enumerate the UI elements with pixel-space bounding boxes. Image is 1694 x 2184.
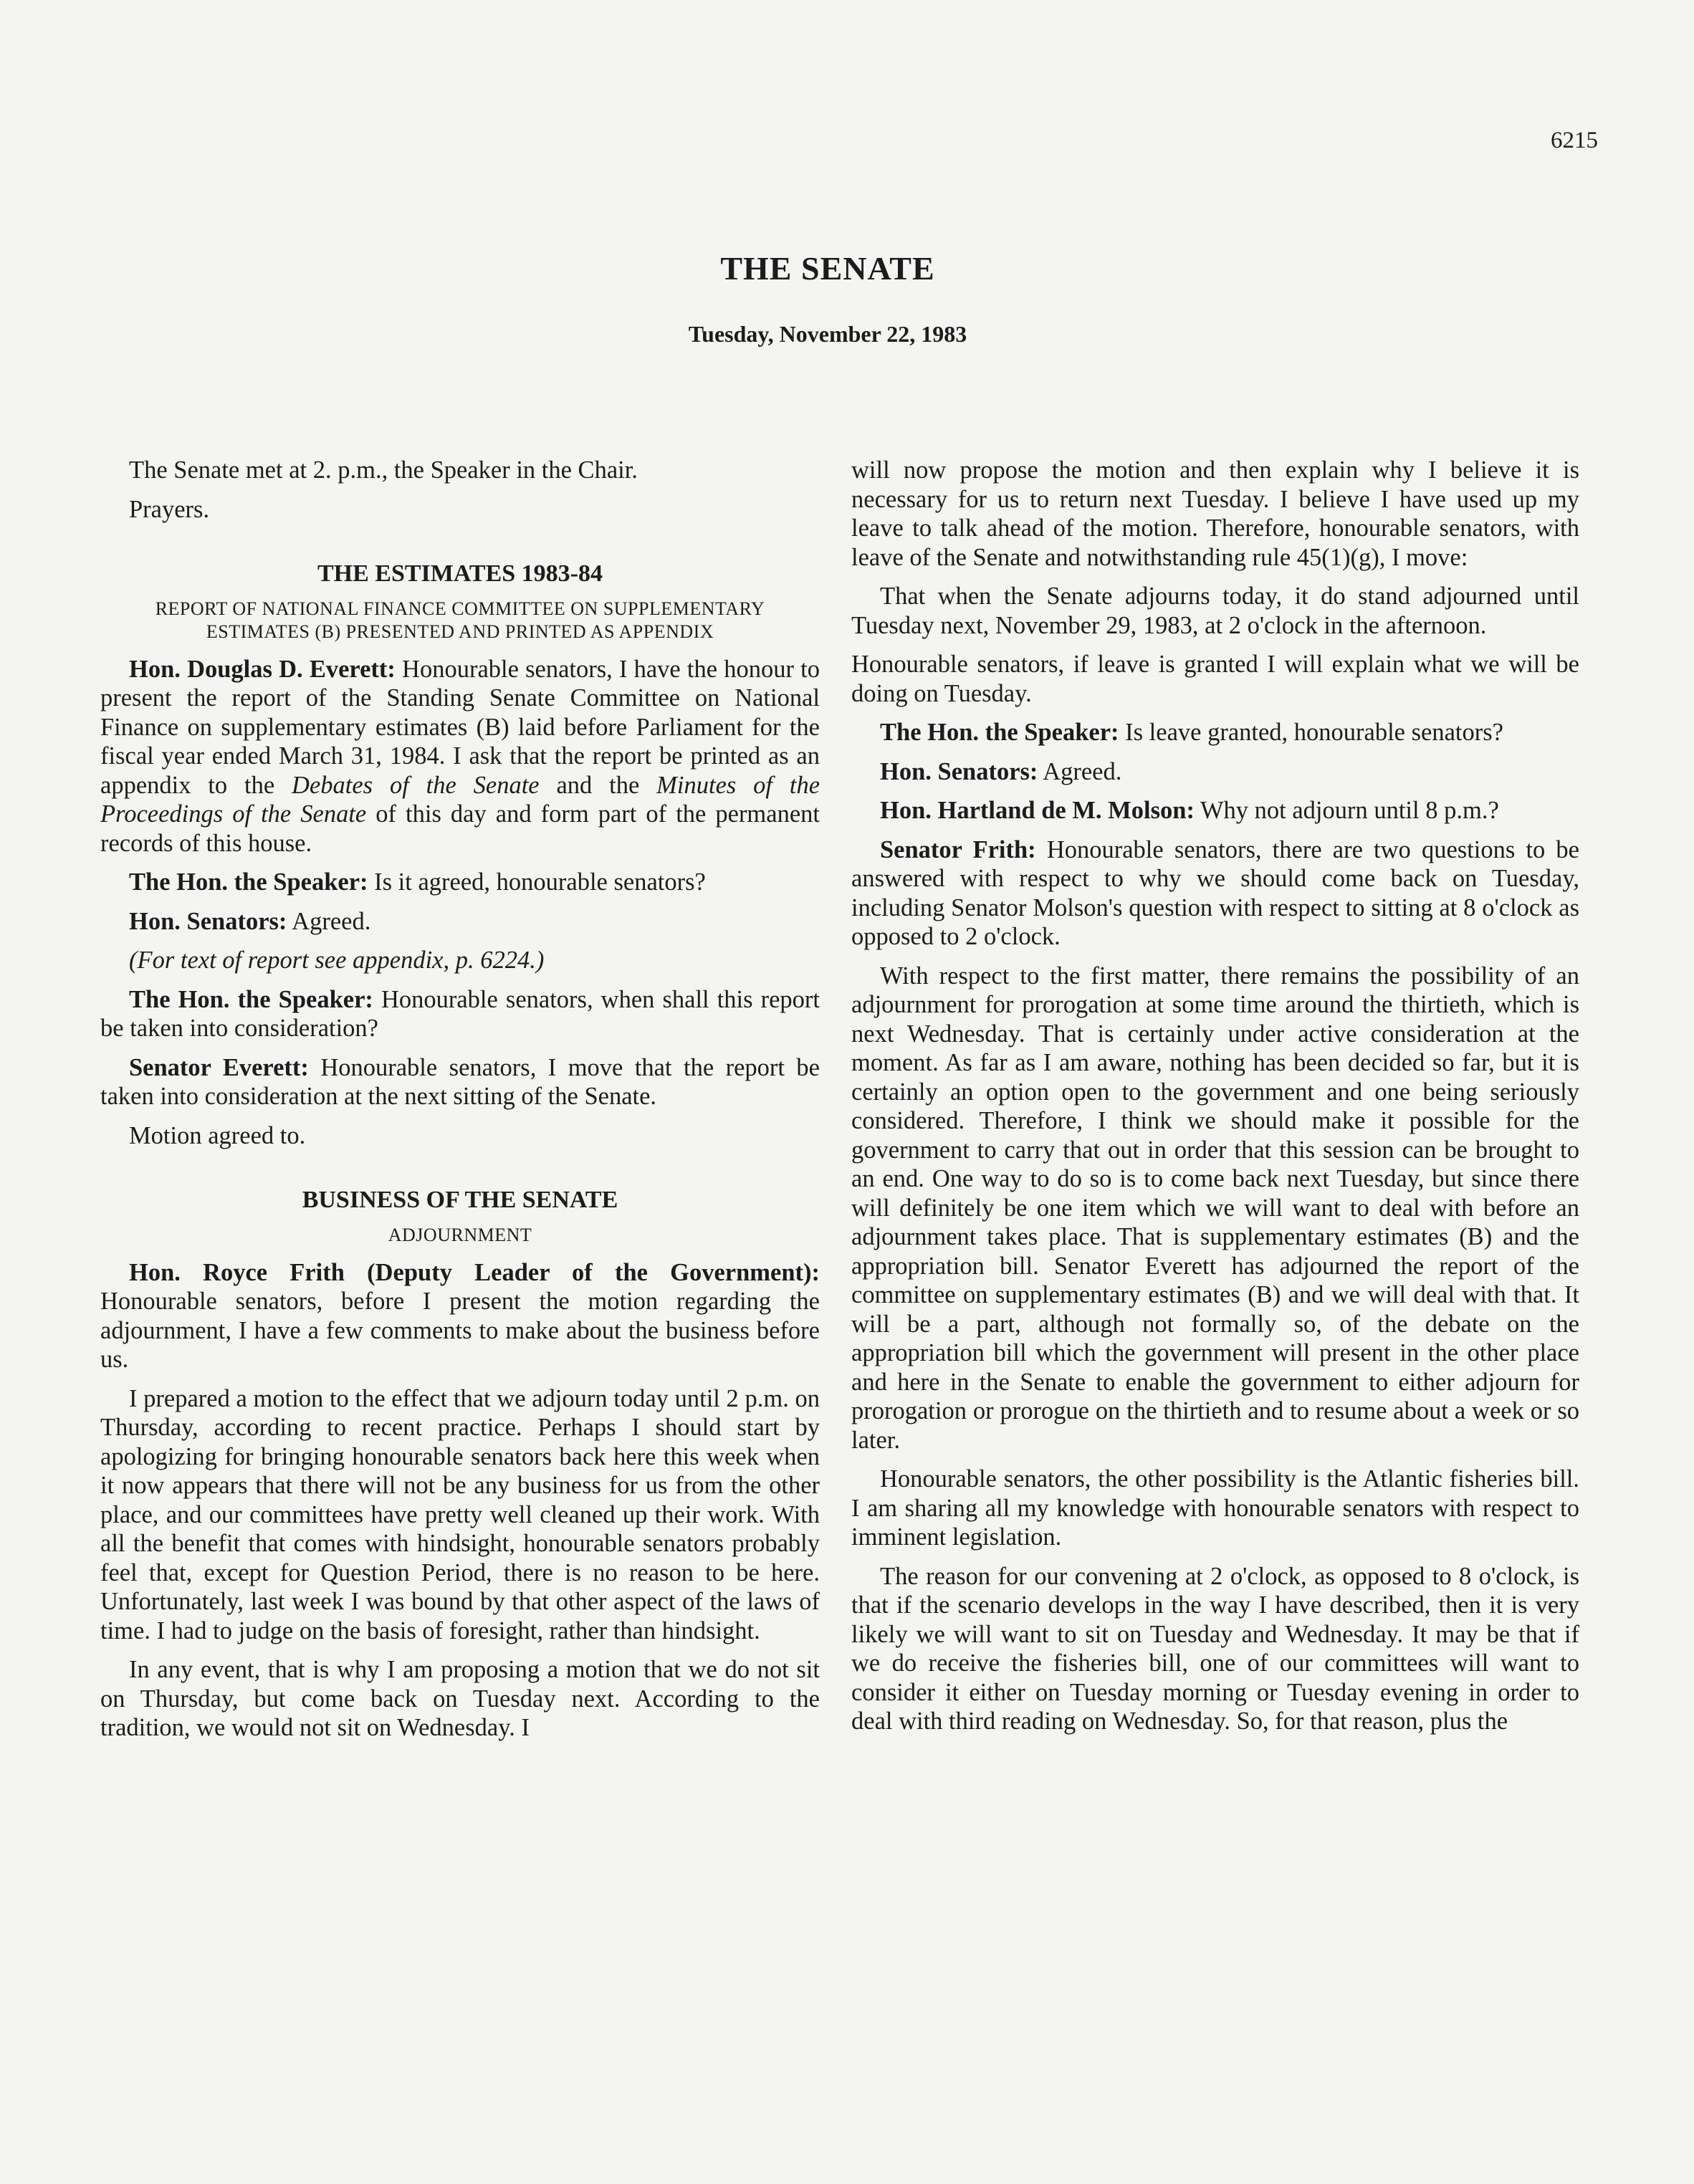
everett-motion-paragraph bbox=[100, 1053, 820, 1111]
body-paragraph: With respect to the first matter, there remains the possibility of an adjournment for prorogation at some time around the thirtieth, which is next Wednesday. That is certainly under active consideration at the moment. As far as I am aware, nothing has been decided so far, but it is certainly an option open to the government and one being seriously considered. Therefore, I think we should make it possible for the government to carry that out in order that this session can be brought to an end. One way to do so is to come back next Tuesday, but since there will definitely be one item which we will want to deal with before an adjournment takes place. That is supplementary estimates (B) and the appropriation bill. Senator Everett has adjourned the report of the committee on supplementary estimates (B) and we will deal with that. It will be a part, although not formally so, of the debate on the appropriation bill which the government will present in the other place and here in the Senate to enable the government to either adjourn for prorogation or prorogue on the thirtieth and to resume about a week or so later. bbox=[851, 962, 1579, 1454]
speech-text: Why not adjourn until 8 p.m.? bbox=[1194, 797, 1499, 824]
speaker-name: Hon. Royce Frith (Deputy Leader of the Government): bbox=[129, 1258, 820, 1286]
speech-text: of this day and form part of the permanent records of this house. bbox=[100, 800, 820, 857]
subheading-adjournment: ADJOURNMENT bbox=[388, 1224, 532, 1245]
italic-title: Minutes of the Proceedings of the Senate bbox=[100, 771, 820, 828]
left-column bbox=[100, 456, 820, 1753]
speech-text: Honourable senators, before I present the motion regarding the adjournment, I have a few comments to make about the business before us. bbox=[100, 1288, 820, 1373]
senators-paragraph bbox=[851, 757, 1579, 787]
motion-agreed: Motion agreed to. bbox=[129, 1121, 306, 1149]
speech-text: Is leave granted, honourable senators? bbox=[1119, 719, 1503, 746]
sitting-date: Tuesday, November 22, 1983 bbox=[688, 321, 967, 347]
speaker-name: Senator Everett: bbox=[129, 1053, 309, 1081]
motion-quote: That when the Senate adjourns today, it do stand adjourned until Tuesday next, November 29, 1983, at 2 o'clock in the afternoon. bbox=[851, 583, 1579, 639]
speech-text: Honourable senators, there are two questions to be answered with respect to why we should come back on Tuesday, including Senator Molson's question with respect to sitting at 8 o'clock as opposed to 2 o'clock. bbox=[851, 835, 1579, 950]
speech-text: Agreed. bbox=[287, 907, 371, 935]
body-paragraph: will now propose the motion and then explain why I believe it is necessary for us to return next Tuesday. I believe I have used up my leave to talk ahead of the motion. Therefore, honourable senators, with leave of the Senate and notwithstanding rule 45(1)(g), I move: bbox=[851, 456, 1579, 571]
appendix-note: (For text of report see appendix, p. 6224.) bbox=[129, 947, 545, 974]
molson-paragraph bbox=[851, 796, 1579, 825]
speaker-name: The Hon. the Speaker: bbox=[880, 719, 1119, 746]
body-paragraph: Honourable senators, if leave is granted I will explain what we will be doing on Tuesday. bbox=[851, 651, 1579, 707]
speaker-name: Hon. Senators: bbox=[129, 907, 287, 935]
everett-paragraph bbox=[100, 655, 820, 858]
speaker-paragraph bbox=[100, 985, 820, 1043]
speaker-name: Hon. Douglas D. Everett: bbox=[129, 655, 396, 683]
page-number: 6215 bbox=[1551, 128, 1598, 153]
frith-paragraph bbox=[851, 835, 1579, 952]
speaker-name: Hon. Hartland de M. Molson: bbox=[880, 797, 1195, 824]
section-heading-business: BUSINESS OF THE SENATE bbox=[302, 1187, 618, 1213]
speaker-name: Hon. Senators: bbox=[880, 757, 1038, 785]
speech-text: Honourable senators, when shall this report be taken into consideration? bbox=[100, 985, 820, 1042]
body-paragraph: I prepared a motion to the effect that we adjourn today until 2 p.m. on Thursday, according to recent practice. Perhaps I should start by apologizing for bringing honourable senators back here this week when it now appears that there will not be any business for us from the other place, and our committees have pretty well cleaned up their work. With all the benefit that comes with hindsight, honourable senators probably feel that, except for Question Period, there is no reason to be here. Unfortunately, last week I was bound by that other aspect of the laws of time. I had to judge on the basis of foresight, rather than hindsight. bbox=[100, 1384, 820, 1644]
speech-text: Honourable senators, I have the honour to present the report of the Standing Senate Committee on National Finance on supplementary estimates (B) laid before Parliament for the fiscal year ended March 31, 1984. I ask that the report be printed as an appendix to the bbox=[100, 655, 820, 799]
body-paragraph: Honourable senators, the other possibility is the Atlantic fisheries bill. I am sharing all my knowledge with honourable senators with respect to imminent legislation. bbox=[851, 1465, 1579, 1551]
speaker-paragraph bbox=[851, 718, 1579, 747]
speech-text: Is it agreed, honourable senators? bbox=[368, 868, 706, 896]
opening-paragraph: The Senate met at 2. p.m., the Speaker in the Chair. bbox=[129, 456, 638, 484]
speaker-paragraph bbox=[100, 868, 820, 897]
body-paragraph: In any event, that is why I am proposing a motion that we do not sit on Thursday, but come back on Tuesday next. According to the tradition, we would not sit on Wednesday. I bbox=[100, 1656, 820, 1741]
body-paragraph: The reason for our convening at 2 o'clock, as opposed to 8 o'clock, is that if the scenario develops in the way I have described, then it is very likely we will want to sit on Tuesday and Wednesday. It may be that if we do receive the fisheries bill, one of our committees will want to consider it either on Tuesday morning or Tuesday evening in order to deal with third reading on Wednesday. So, for that reason, plus the bbox=[851, 1562, 1579, 1735]
page-title: THE SENATE bbox=[720, 250, 935, 287]
section-heading-estimates: THE ESTIMATES 1983-84 bbox=[317, 560, 603, 587]
prayers-paragraph: Prayers. bbox=[129, 495, 210, 523]
senators-paragraph bbox=[100, 907, 820, 937]
frith-paragraph bbox=[100, 1258, 820, 1374]
right-column bbox=[851, 456, 1579, 1746]
speaker-name: The Hon. the Speaker: bbox=[129, 868, 368, 896]
speech-text: Honourable senators, I move that the report be taken into consideration at the next sitting of the Senate. bbox=[100, 1053, 820, 1110]
italic-title: Debates of the Senate bbox=[292, 771, 540, 799]
speech-text: and the bbox=[539, 771, 657, 799]
speech-text: Agreed. bbox=[1038, 757, 1122, 785]
speaker-name: The Hon. the Speaker: bbox=[129, 985, 373, 1013]
subheading-report: REPORT OF NATIONAL FINANCE COMMITTEE ON SUPPLEMENTARY ESTIMATES (B) PRESENTED AND PRINTED AS APPENDIX bbox=[155, 598, 765, 642]
speaker-name: Senator Frith: bbox=[880, 835, 1036, 863]
